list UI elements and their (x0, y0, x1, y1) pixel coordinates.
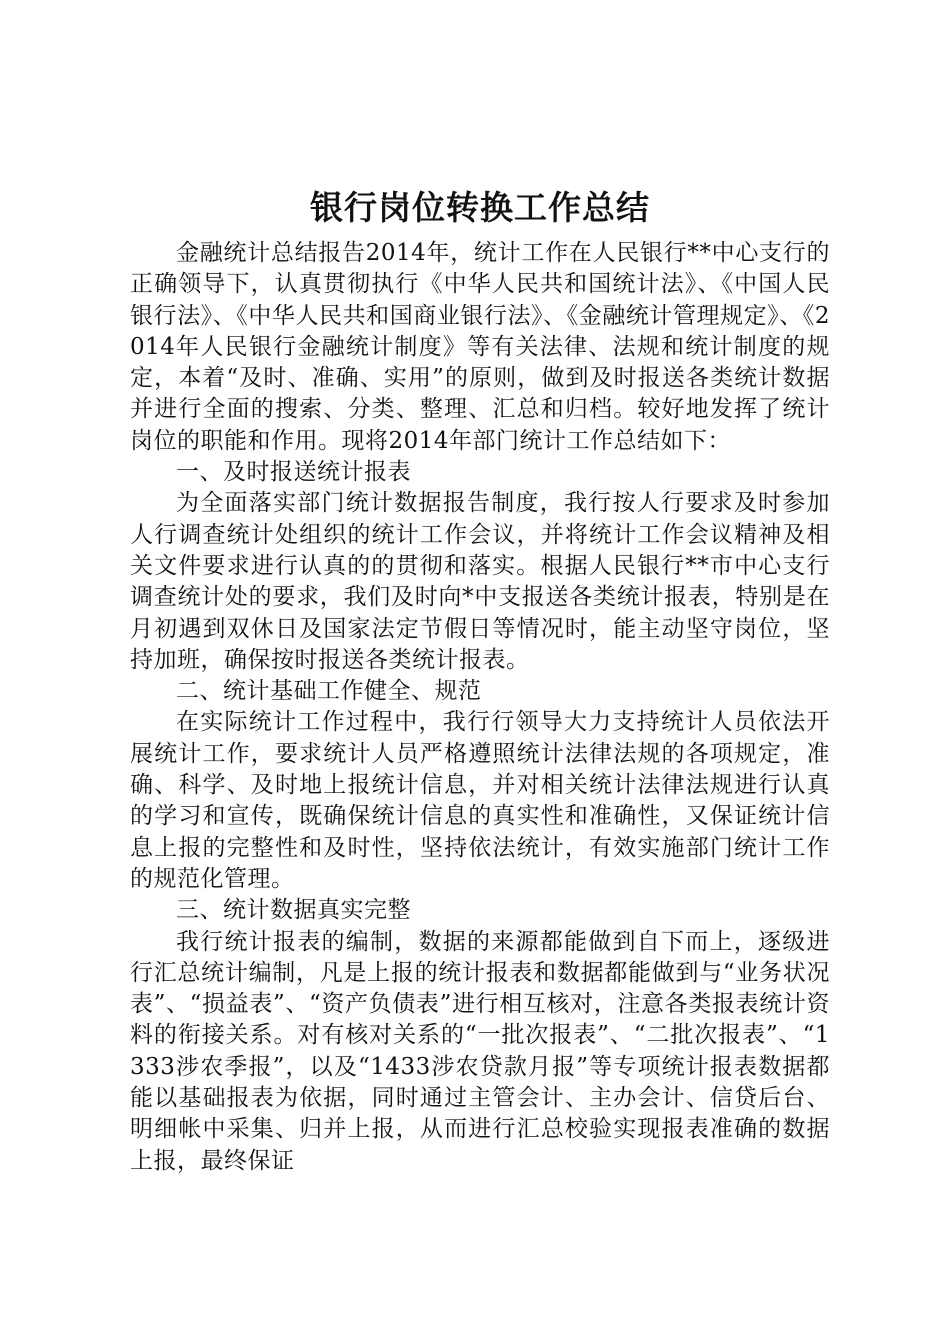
section-body-2: 在实际统计工作过程中，我行行领导大力支持统计人员依法开展统计工作，要求统计人员严格遵照统计法律法规的各项规定，准确、科学、及时地上报统计信息，并对相关统计法律法规进行认真的学习和宣传，既确保统计信息的真实性和准确性，又保证统计信息上报的完整性和及时性，坚持依法统计，有效实施部门统计工作的规范化管理。 (130, 709, 830, 892)
section-body-3: 我行统计报表的编制，数据的来源都能做到自下而上，逐级进行汇总统计编制，凡是上报的统计报表和数据都能做到与“业务状况表”、“损益表”、“资产负债表”进行相互核对，注意各类报表统计资料的衔接关系。对有核对关系的“一批次报表”、“二批次报表”、“1333涉农季报”，以及“1433涉农贷款月报”等专项统计报表数据都能以基础报表为依据，同时通过主管会计、主办会计、信贷后台、明细帐中采集、归并上报，从而进行汇总校验实现报表准确的数据上报，最终保证 (130, 928, 830, 1174)
section-heading-2: 二、统计基础工作健全、规范 (176, 678, 482, 705)
section-heading-1: 一、及时报送统计报表 (176, 459, 411, 486)
section-body-1: 为全面落实部门统计数据报告制度，我行按人行要求及时参加人行调查统计处组织的统计工作会议，并将统计工作会议精神及相关文件要求进行认真的的贯彻和落实。根据人民银行**市中心支行调查统计处的要求，我们及时向*中支报送各类统计报表，特别是在月初遇到双休日及国家法定节假日等情况时，能主动坚守岗位，坚持加班，确保按时报送各类统计报表。 (130, 490, 830, 673)
document-title: 银行岗位转换工作总结 (310, 188, 650, 227)
document-page (130, 180, 830, 1177)
intro-paragraph: 金融统计总结报告2014年，统计工作在人民银行**中心支行的正确领导下，认真贯彻执行《中华人民共和国统计法》、《中国人民银行法》、《中华人民共和国商业银行法》、《金融统计管理规定》、《2014年人民银行金融统计制度》等有关法律、法规和统计制度的规定，本着“及时、准确、实用”的原则，做到及时报送各类统计数据并进行全面的搜索、分类、整理、汇总和归档。较好地发挥了统计岗位的职能和作用。现将2014年部门统计工作总结如下： (130, 240, 830, 454)
section-heading-3: 三、统计数据真实完整 (176, 897, 411, 924)
